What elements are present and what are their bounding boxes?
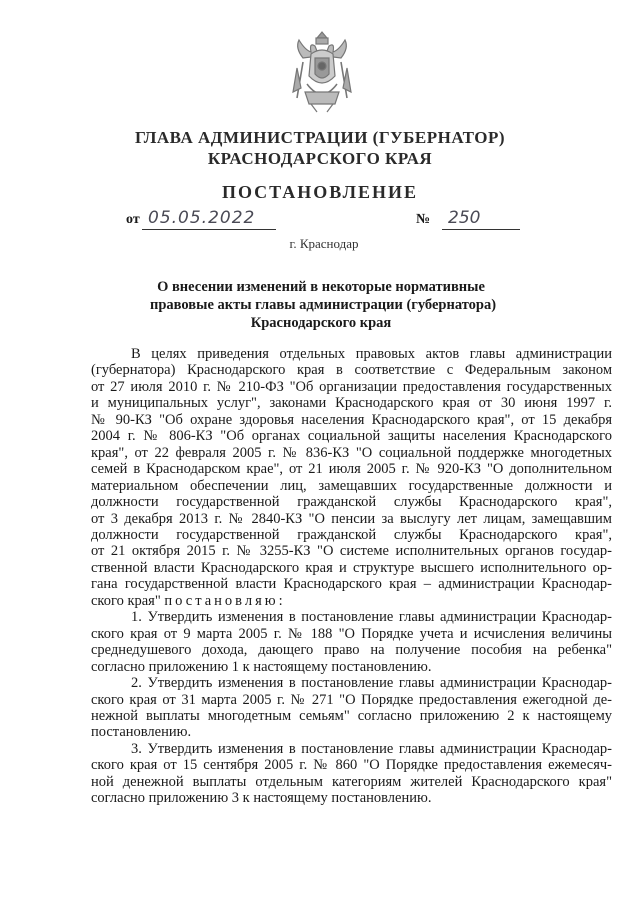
text-line bbox=[91, 593, 612, 609]
number-prefix: № bbox=[416, 212, 431, 227]
text-line: В целях приведения отдельных правовых актов главы администрации bbox=[131, 346, 612, 362]
document-title bbox=[150, 278, 497, 332]
coat-of-arms-icon bbox=[289, 28, 355, 116]
city-name: г. Краснодар bbox=[289, 236, 359, 251]
text-line: (губернатора) Краснодарского края в соответствие с Федеральным законом bbox=[91, 362, 612, 379]
text-line: ского края от 31 марта 2005 г. № 271 "О Порядке предоставления ежегодной де- bbox=[91, 691, 612, 708]
text-line: 3. Утвердить изменения в постановление главы администрации Краснодар- bbox=[131, 740, 612, 757]
text-line: 2004 г. № 806-КЗ "Об органах социальной защиты населения Краснодарского bbox=[91, 428, 612, 445]
decree-word: постановляю: bbox=[164, 592, 286, 609]
item-3-paragraph bbox=[91, 741, 612, 807]
date-underline bbox=[142, 229, 276, 230]
text-line: должности государственной гражданской службы Краснодарского края", bbox=[91, 526, 612, 543]
text-line: от 21 октября 2015 г. № 3255-КЗ "О системе исполнительных органов государ- bbox=[91, 543, 612, 560]
date-prefix: от bbox=[126, 212, 140, 227]
text-line: постановлению. bbox=[91, 724, 192, 741]
text-line: 2. Утвердить изменения в постановление главы администрации Краснодар- bbox=[131, 675, 612, 692]
number-underline bbox=[442, 229, 520, 230]
text-line: гана государственной власти Краснодарского края – администрации Краснодар- bbox=[91, 576, 612, 593]
number-field bbox=[416, 210, 520, 232]
authority-name-line2: КРАСНОДАРСКОГО КРАЯ bbox=[207, 149, 433, 168]
text-line: ского края от 9 марта 2005 г. № 188 "О Порядке учета и исчисления величины bbox=[91, 625, 612, 642]
authority-name-line1: ГЛАВА АДМИНИСТРАЦИИ (ГУБЕРНАТОР) bbox=[134, 128, 505, 147]
text-line: № 90-КЗ "Об охране здоровья населения Краснодарского края", от 15 декабря bbox=[91, 411, 612, 428]
text-line: от 27 июля 2010 г. № 210-ФЗ "Об организации предоставления государственных bbox=[91, 378, 612, 395]
handwritten-date: 05.05.2022 bbox=[148, 208, 256, 228]
text-line: среднедушевого дохода, дающего право на получение пособия на ребенка" bbox=[91, 642, 612, 659]
text-line: согласно приложению 3 к настоящему постановлению. bbox=[91, 790, 432, 807]
item-2-paragraph bbox=[91, 675, 612, 741]
document-body bbox=[91, 346, 612, 807]
text-line: семей в Краснодарском крае", от 21 июля 2005 г. № 920-КЗ "О дополнительном bbox=[91, 461, 612, 478]
text-line: ной денежной выплаты отдельным категориям жителей Краснодарского края" bbox=[91, 773, 612, 790]
date-field bbox=[126, 210, 276, 232]
text-line: нежной выплаты многодетным семьям" согласно приложению 2 к настоящему bbox=[91, 707, 612, 724]
text-line: должности государственной гражданской службы Краснодарского края", bbox=[91, 494, 612, 511]
preamble-paragraph bbox=[91, 346, 612, 609]
title-line: правовые акты главы администрации (губернатора) bbox=[150, 297, 497, 313]
text-line: от 3 декабря 2013 г. № 2840-КЗ "О пенсии за выслугу лет лицам, замещавшим bbox=[91, 510, 612, 527]
text-line: согласно приложению 1 к настоящему постановлению. bbox=[91, 658, 432, 675]
text-line: и муниципальных услуг", законами Краснодарского края от 30 июня 1997 г. bbox=[91, 395, 612, 412]
title-line: О внесении изменений в некоторые нормативные bbox=[157, 279, 485, 295]
handwritten-number: 250 bbox=[448, 208, 481, 228]
text-line: материальном обеспечении лиц, замещавших государственные должности и bbox=[91, 477, 612, 494]
document-type: ПОСТАНОВЛЕНИЕ bbox=[221, 182, 419, 202]
text-line: ственной власти Краснодарского края и структуре высшего исполнительного ор- bbox=[91, 559, 612, 576]
text-line: края", от 22 февраля 2005 г. № 836-КЗ "О социальной поддержке многодетных bbox=[91, 444, 612, 461]
item-1-paragraph bbox=[91, 609, 612, 675]
text-line: ского края от 15 сентября 2005 г. № 860 "О Порядке предоставления ежемесяч- bbox=[91, 757, 612, 774]
title-line: Краснодарского края bbox=[250, 315, 392, 331]
preamble-ending: ского края" bbox=[91, 592, 161, 609]
text-line: 1. Утвердить изменения в постановление главы администрации Краснодар- bbox=[131, 609, 612, 626]
